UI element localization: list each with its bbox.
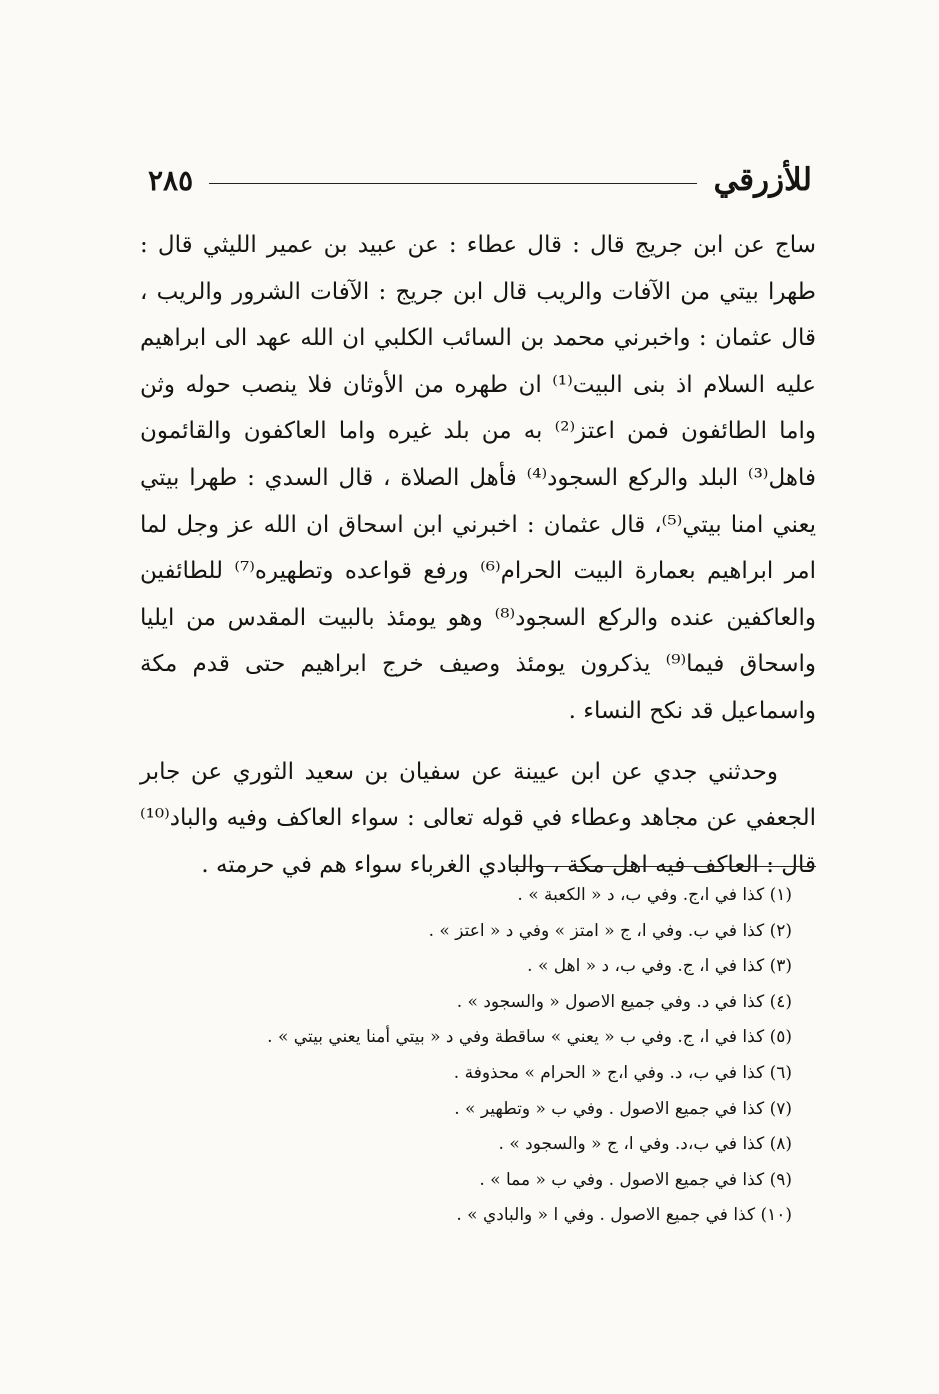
- footnote-separator: [512, 866, 816, 867]
- page-header: [148, 158, 812, 202]
- footnote: (١) كذا في ا،ج. وفي ب، د « الكعبة » .: [517, 885, 792, 905]
- footnote: (٣) كذا في ا، ج. وفي ب، د « اهل » .: [527, 956, 792, 977]
- footnote: (٦) كذا في ب، د. وفي ا،ج « الحرام » محذوفة .: [453, 1062, 792, 1083]
- header-rule: [209, 183, 697, 184]
- footnote: (٧) كذا في جميع الاصول . وفي ب « وتطهير » .: [454, 1098, 792, 1119]
- footnote: (٤) كذا في د. وفي جميع الاصول « والسجود » .: [456, 991, 792, 1012]
- running-title: للأزرقي: [713, 162, 812, 198]
- footnote: (٨) كذا في ب،د. وفي ا، ج « والسجود » .: [498, 1134, 792, 1155]
- page-number: ٢٨٥: [148, 163, 194, 197]
- footnote: (٢) كذا في ب. وفي ا، ج « امتز » وفي د « اعتز » .: [428, 920, 792, 941]
- main-text: [140, 222, 816, 888]
- paragraph: وحدثني جدي عن ابن عيينة عن سفيان بن سعيد الثوري عن جابر الجعفي عن مجاهد وعطاء في قوله تعالى : سواء العاكف وفيه والباد⁽¹⁰⁾ قال : العاكف فيه اهل مكة ، والبادي الغرباء سواء هم في حرمته .: [140, 758, 816, 878]
- paragraph: ساج عن ابن جريج قال : قال عطاء : عن عبيد بن عمير الليثي قال : طهرا بيتي من الآفات والريب قال ابن جريج : الآفات الشرور والريب ، قال عثمان : واخبرني محمد بن السائب الكلبي ان الله عهد الى ابراهيم عليه السلام اذ بنى البيت⁽¹⁾ ان طهره من الأوثان فلا ينصب حوله وثن واما الطائفون فمن اعتز⁽²⁾ به من بلد غيره واما العاكفون والقائمون فاهل⁽³⁾ البلد والركع السجود⁽⁴⁾ فأهل الصلاة ، قال السدي : طهرا بيتي يعني امنا بيتي⁽⁵⁾، قال عثمان : اخبرني ابن اسحاق ان الله عز وجل لما امر ابراهيم بعمارة البيت الحرام⁽⁶⁾ ورفع قواعده وتطهيره⁽⁷⁾ للطائفين والعاكفين عنده والركع السجود⁽⁸⁾ وهو يومئذ بالبيت المقدس من ايليا واسحاق فيما⁽⁹⁾ يذكرون يومئذ وصيف خرج ابراهيم حتى قدم مكة واسماعيل قد نكح النساء .: [140, 232, 817, 724]
- footnote: (١٠) كذا في جميع الاصول . وفي ا « والبادي » .: [456, 1205, 792, 1226]
- footnote: (٩) كذا في جميع الاصول . وفي ب « مما » .: [479, 1169, 792, 1190]
- footnote: (٥) كذا في ا، ج. وفي ب « يعني » ساقطة وفي د « بيتي أمنا يعني بيتي » .: [267, 1027, 792, 1048]
- footnotes: [200, 878, 792, 1234]
